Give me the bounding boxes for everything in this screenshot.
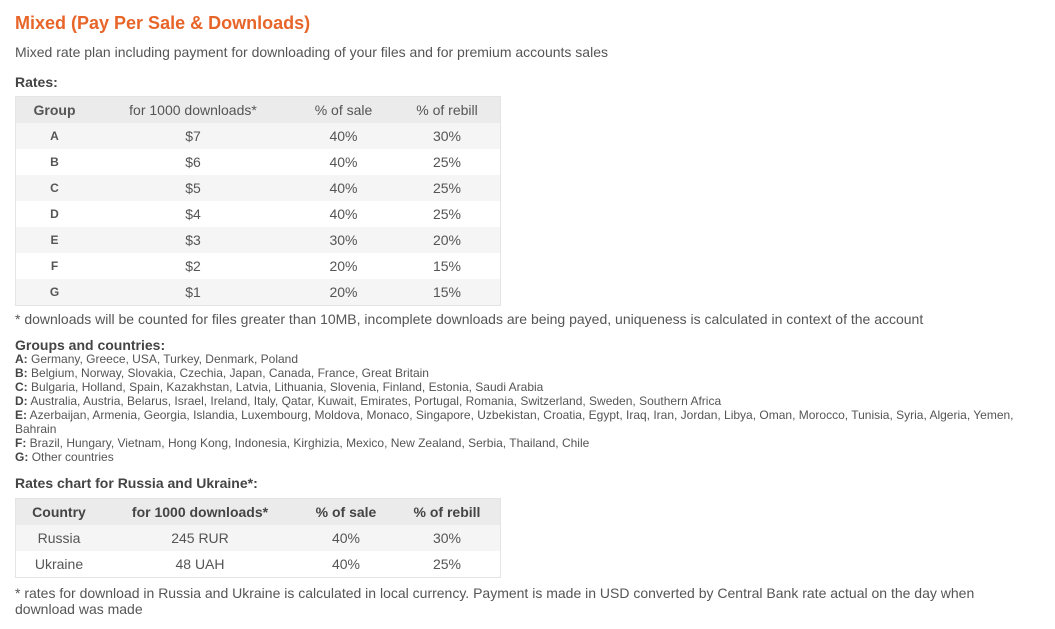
rebill-percent-cell: 25% [432,556,462,572]
rates-heading: Rates: [15,74,58,90]
rebill-percent-cell: 30% [394,525,501,551]
table-row [16,175,501,201]
col-header-sale: % of sale [298,499,394,526]
group-key: F: [15,436,27,450]
table-row [16,123,501,149]
sale-percent-cell: 40% [329,154,358,170]
group-countries: Germany, Greece, USA, Turkey, Denmark, Poland [31,352,299,366]
col-header-downloads: for 1000 downloads* [102,499,298,526]
col-header-rebill: % of rebill [394,499,501,526]
group-key: D: [15,394,28,408]
rebill-percent-cell: 20% [394,227,501,253]
group-countries: Belgium, Norway, Slovakia, Czechia, Japan, Canada, France, Great Britain [31,366,429,380]
table-row [16,253,501,279]
rebill-percent-cell: 25% [432,154,462,170]
group-countries: Other countries [31,450,114,464]
country-cell: Ukraine [34,556,84,572]
group-key: C: [15,380,28,394]
group-cell: F [50,259,59,273]
russia-ukraine-heading: Rates chart for Russia and Ukraine*: [15,475,258,491]
rates-table [15,96,501,306]
group-line-c [15,380,1040,394]
group-countries: Brazil, Hungary, Vietnam, Hong Kong, Indonesia, Kirghizia, Mexico, New Zealand, Serbia, Thailand, Chile [29,436,590,450]
table-row [16,525,501,551]
rebill-percent-cell: 30% [394,123,501,149]
downloads-rate-cell: $3 [93,227,293,253]
group-cell: D [50,207,59,221]
table-row [16,227,501,253]
group-line-e [15,408,1040,436]
sale-percent-cell: 20% [293,279,394,306]
group-countries: Azerbaijan, Armenia, Georgia, Islandia, Luxembourg, Moldova, Monaco, Singapore, Uzbekistan, Croatia, Egypt, Iraq, Iran, Jordan, Libya, Oman, Morocco, Tunisia, Syria, Algeria, Yemen, Bahrain [15,408,1014,436]
rebill-percent-cell: 15% [394,279,501,306]
rebill-percent-cell: 25% [432,206,462,222]
group-cell: C [16,175,94,201]
group-line-a [15,352,1040,366]
downloads-rate-cell: $1 [93,279,293,306]
group-line-g [15,450,1040,464]
country-cell: Russia [16,525,103,551]
sale-percent-cell: 20% [329,258,358,274]
group-key: E: [15,408,27,422]
col-header-downloads: for 1000 downloads* [93,97,293,124]
group-key: B: [15,366,28,380]
col-header-group: Group [16,97,94,124]
group-key: A: [15,352,28,366]
group-countries: Bulgaria, Holland, Spain, Kazakhstan, Latvia, Lithuania, Slovenia, Finland, Estonia, Saudi Arabia [31,380,544,394]
currency-footnote: * rates for download in Russia and Ukraine is calculated in local currency. Payment is made in USD converted by Central Bank rate actual on the day when download was made [15,585,975,617]
sale-percent-cell: 30% [293,227,394,253]
group-cell: B [50,155,59,169]
sale-percent-cell: 40% [293,123,394,149]
rebill-percent-cell: 25% [394,175,501,201]
table-row [16,149,501,175]
downloads-rate-cell: $6 [185,154,201,170]
downloads-rate-cell: $7 [93,123,293,149]
downloads-rate-cell: 48 UAH [175,556,225,572]
group-line-d [15,394,1040,408]
sale-percent-cell: 40% [331,556,361,572]
table-row [16,201,501,227]
group-cell: A [16,123,94,149]
plan-description: Mixed rate plan including payment for downloading of your files and for premium accounts sales [15,44,608,60]
col-header-sale: % of sale [293,97,394,124]
downloads-rate-cell: 245 RUR [102,525,298,551]
group-key: G: [15,450,29,464]
rebill-percent-cell: 15% [432,258,462,274]
table-row [16,279,501,306]
group-line-f [15,436,1040,450]
sale-percent-cell: 40% [298,525,394,551]
table-row [16,551,501,578]
sale-percent-cell: 40% [329,206,358,222]
rates-header-row [16,97,501,124]
sale-percent-cell: 40% [293,175,394,201]
col-header-rebill: % of rebill [394,97,501,124]
group-cell: G [16,279,94,306]
downloads-rate-cell: $4 [185,206,201,222]
downloads-rate-cell: $5 [93,175,293,201]
groups-heading: Groups and countries: [15,337,166,353]
russia-ukraine-table [15,498,501,578]
group-countries: Australia, Austria, Belarus, Israel, Ireland, Italy, Qatar, Kuwait, Emirates, Portugal, Romania, Switzerland, Sweden, Southern Africa [30,394,722,408]
group-line-b [15,366,1040,380]
plan-title: Mixed (Pay Per Sale & Downloads) [15,13,311,33]
group-country-list [15,352,1040,464]
downloads-footnote: * downloads will be counted for files greater than 10MB, incomplete downloads are being payed, uniqueness is calculated in context of the account [15,311,924,327]
downloads-rate-cell: $2 [185,258,201,274]
ru-header-row [16,499,501,526]
col-header-country: Country [16,499,103,526]
group-cell: E [16,227,94,253]
